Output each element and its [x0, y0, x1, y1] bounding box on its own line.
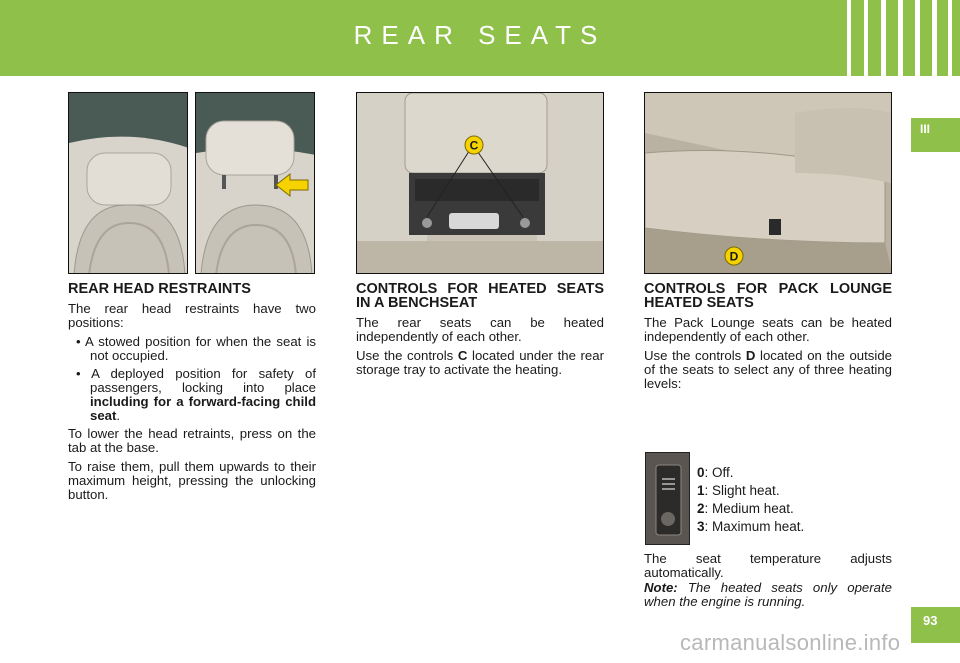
header-stripe — [864, 0, 868, 76]
photo-heat-switch — [645, 452, 690, 545]
heat-level-1 — [697, 483, 780, 498]
page-number: 93 — [911, 607, 960, 643]
callout-c-label: C — [469, 138, 479, 153]
heat-level-label: : Maximum heat. — [704, 519, 805, 534]
text-benchseat-2c: located under the rear storage tray to activate the heating. — [356, 348, 604, 377]
text-intro: The rear head restraints have two positions: — [68, 301, 316, 330]
photo-benchseat-controls — [356, 92, 604, 274]
note-text: The heated seats only operate when the engine is running. — [644, 580, 892, 609]
text-raise: To raise them, pull them upwards to their maximum height, pressing the unlocking button. — [68, 459, 316, 502]
note-label: Note: — [644, 580, 678, 595]
header-stripe — [932, 0, 937, 76]
header-stripe — [915, 0, 920, 76]
section-pack-lounge — [644, 282, 892, 396]
heat-level-0 — [697, 465, 734, 480]
heading-pack-lounge: CONTROLS FOR PACK LOUNGE HEATED SEATS — [644, 281, 892, 311]
text-lounge-2c: located on the outside of the seats to select any of three heating levels: — [644, 348, 892, 391]
text-lounge-1: The Pack Lounge seats can be heated independently of each other. — [644, 315, 892, 344]
section-head-restraints — [68, 282, 316, 507]
heat-level-number: 1 — [697, 483, 705, 498]
callout-d-badge — [724, 246, 744, 266]
arrow-left-icon — [274, 172, 310, 198]
watermark: carmanualsonline.info — [680, 630, 901, 655]
heat-level-3 — [697, 519, 804, 534]
heat-level-number: 2 — [697, 501, 705, 516]
callout-d-label: D — [729, 249, 739, 264]
photo-lounge-seat — [644, 92, 892, 274]
bullet-stowed: • A stowed position for when the seat is not occupied. — [76, 334, 316, 363]
heat-level-2 — [697, 501, 794, 516]
header-stripe — [898, 0, 903, 76]
section-benchseat — [356, 282, 604, 382]
heat-level-label: : Medium heat. — [704, 501, 794, 516]
heat-level-label: : Off. — [704, 465, 734, 480]
bullet-deployed-bold: including for a forward-facing child seat — [90, 394, 316, 423]
header-band — [0, 0, 960, 76]
photo-head-restraint-stowed — [68, 92, 188, 274]
section-lounge-notes — [644, 552, 892, 614]
heat-level-label: : Slight heat. — [704, 483, 780, 498]
text-auto-adjust: The seat temperature adjusts automatically. — [644, 551, 892, 580]
chapter-tab[interactable]: III — [911, 118, 960, 152]
page-title: REAR SEATS — [353, 20, 607, 50]
heat-level-number: 3 — [697, 519, 705, 534]
text-lounge-2 — [644, 349, 892, 391]
text-lounge-2b: D — [745, 348, 756, 363]
bullet-deployed-end: . — [116, 408, 121, 423]
heading-head-restraints: REAR HEAD RESTRAINTS — [68, 281, 251, 297]
header-stripe — [948, 0, 952, 76]
text-benchseat-2a: Use the controls — [356, 348, 458, 363]
text-lower: To lower the head retraints, press on the tab at the base. — [68, 426, 316, 455]
heat-level-number: 0 — [697, 465, 705, 480]
text-benchseat-2b: C — [457, 348, 468, 363]
note — [644, 581, 892, 609]
header-stripe — [847, 0, 851, 76]
bullet-deployed-text: • A deployed position for safety of passengers, locking into place — [76, 366, 316, 395]
callout-c-badge — [464, 135, 484, 155]
text-benchseat-1: The rear seats can be heated independently of each other. — [356, 315, 604, 344]
header-stripe — [881, 0, 886, 76]
bullet-deployed — [68, 367, 316, 423]
text-benchseat-2 — [356, 349, 604, 377]
heading-benchseat: CONTROLS FOR HEATED SEATS IN A BENCHSEAT — [356, 281, 604, 311]
text-lounge-2a: Use the controls — [644, 348, 746, 363]
